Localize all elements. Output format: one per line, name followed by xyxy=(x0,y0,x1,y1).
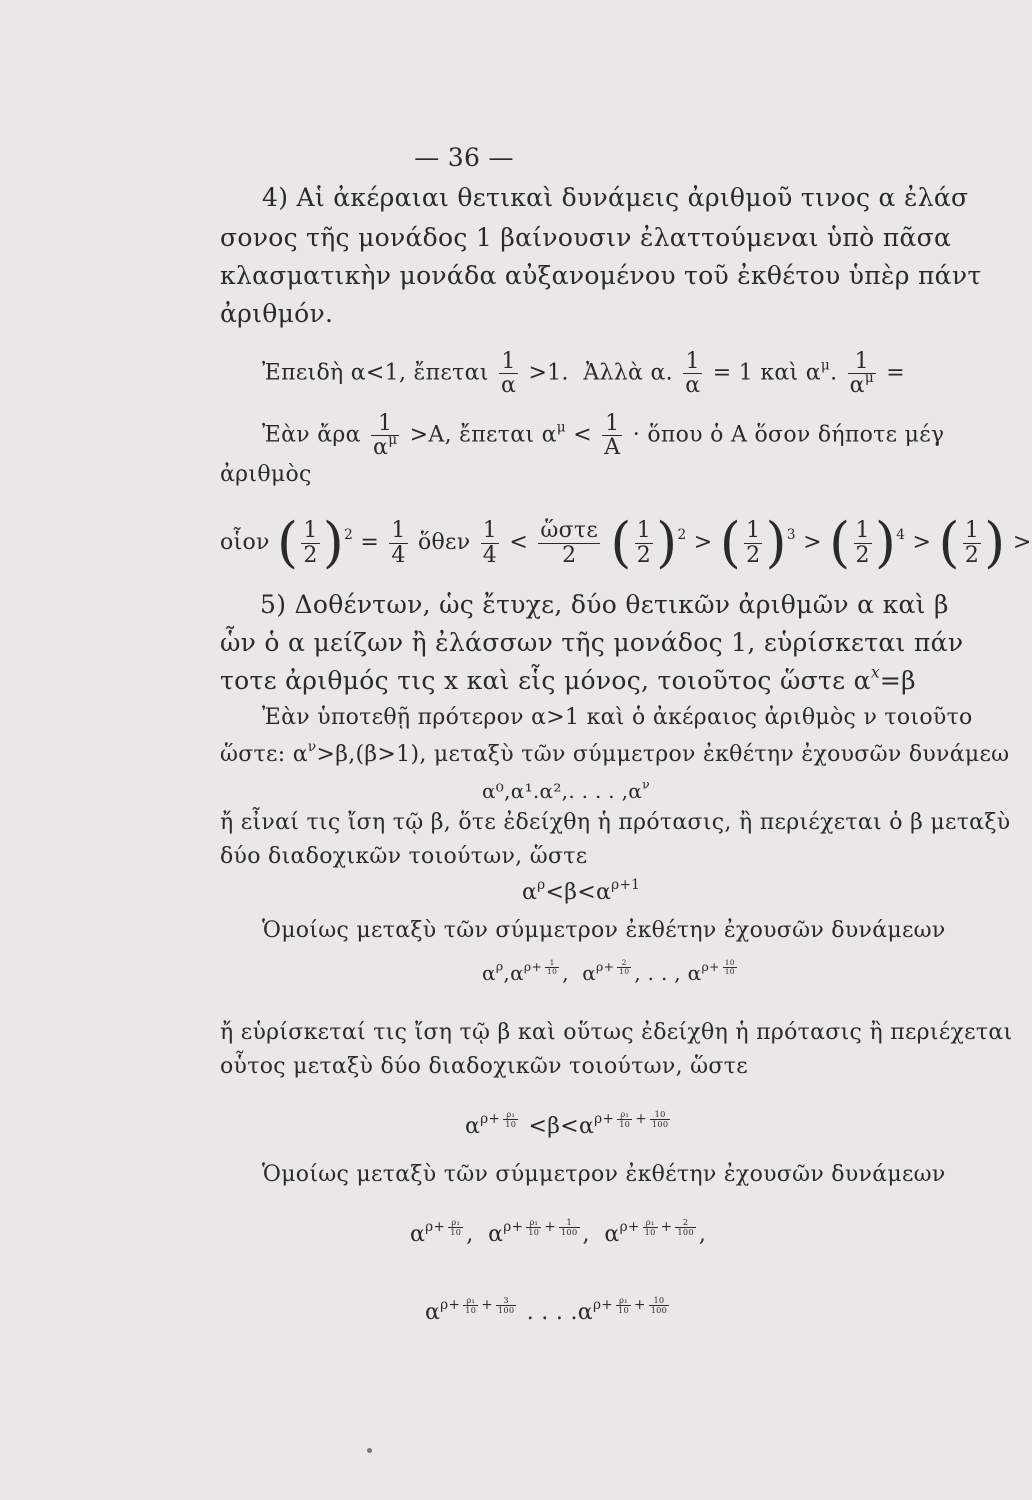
fraction: $\frac{1}{\alpha}$ xyxy=(685,349,701,399)
equation-line-1: Ἐπειδὴ α<1, ἔπεται $\frac{1}{\alpha}$ >1. Ἀλλὰ α. $\frac{1}{\alpha}$ = 1 καὶ $\alpha^\mu$. $\frac{1}{\alpha^\mu}$ = xyxy=(262,349,906,399)
inequality-1: $\alpha^\rho<\beta<\alpha^{\rho+1}$ xyxy=(522,876,641,905)
powers-sequence-2: $\alpha^\rho,\alpha^{\rho+ \frac{1}{10}}$ , $\alpha^{\rho+ \frac{2}{10}}$ , . . , $\alpha^{\rho+ \frac{10}{10}}$ xyxy=(482,957,735,985)
inequality-2: $\alpha^{\rho+ \frac{\text{ρ₁}}{10}}$ $<\beta<\alpha^{\rho+ \frac{\text{ρ₁}}{10} + \frac{10}{100}}$ xyxy=(465,1109,669,1139)
fraction: $\frac{1}{\alpha^\mu}$ xyxy=(373,411,398,461)
page-number: — 36 — xyxy=(414,143,514,172)
text-line-2: σονος τῆς μονάδος 1 βαίνουσιν ἐλαττούμεναι ὑπὸ πᾶσα xyxy=(220,223,952,252)
text-line-16: δύο διαδοχικῶν τοιούτων, ὥστε xyxy=(220,844,588,869)
ink-speck xyxy=(367,1448,372,1453)
fraction: $\frac{1}{\alpha^\mu}$ xyxy=(849,349,874,399)
powers-sequence: α⁰,α¹.α²,. . . . $,\alpha^\nu$ xyxy=(482,776,650,803)
text-line-21: οὗτος μεταξὺ δύο διαδοχικῶν τοιούτων, ὥστε xyxy=(220,1054,748,1079)
text-line-10: ὧν ὁ α μείζων ἢ ἐλάσσων τῆς μονάδος 1, εὑρίσκεται πάν xyxy=(220,628,964,657)
text-line-11: τοτε ἀριθμός τις x καὶ εἷς μόνος, τοιοῦτος ὥστε $\alpha^x=\beta$ xyxy=(220,663,916,695)
text-line-1: 4) Αἱ ἀκέραιαι θετικαὶ δυνάμεις ἀριθμοῦ τινος α ἐλάσ xyxy=(262,183,969,212)
text-line-3: κλασματικὴν μονάδα αὐξανομένου τοῦ ἐκθέτου ὑπὲρ πάντ xyxy=(220,261,982,290)
text-line-15: ἤ εἶναί τις ἴση τῷ β, ὅτε ἐδείχθη ἡ πρότασις, ἢ περιέχεται ὁ β μεταξὺ xyxy=(220,810,1011,835)
text-line-12: Ἐὰν ὑποτεθῇ πρότερον α>1 καὶ ὁ ἀκέραιος ἀριθμὸς ν τοιοῦτο xyxy=(262,705,973,730)
text-line-4: ἀριθμόν. xyxy=(220,299,334,328)
text-line-7: ἀριθμὸς xyxy=(220,462,312,487)
text-line-13: ὥστε: $\alpha^\nu>\beta,(\beta>1)$, μεταξὺ τῶν σύμμετρον ἐκθέτην ἐχουσῶν δυνάμεω xyxy=(220,738,1010,767)
text-line-20: ἤ εὑρίσκεταί τις ἴση τῷ β καὶ οὕτως ἐδείχθη ἡ πρότασις ἢ περιέχεται xyxy=(220,1020,1013,1045)
equation-line-2: Ἐὰν ἄρα $\frac{1}{\alpha^\mu}$ >Α, ἔπεται $\alpha^\mu$ < $\frac{1}{A}$ · ὅπου ὁ Α ὅσον δήποτε μέγ xyxy=(262,411,945,461)
text-line-9: 5) Δοθέντων, ὡς ἔτυχε, δύο θετικῶν ἀριθμῶν α καὶ β xyxy=(260,590,949,619)
text-line-18: Ὁμοίως μεταξὺ τῶν σύμμετρον ἐκθέτην ἐχουσῶν δυνάμεων xyxy=(262,918,946,943)
fraction: $\frac{1}{\alpha}$ xyxy=(500,349,517,399)
text-line-23: Ὁμοίως μεταξὺ τῶν σύμμετρον ἐκθέτην ἐχουσῶν δυνάμεων xyxy=(262,1162,946,1187)
powers-sequence-4: $\alpha^{\rho+ \frac{\text{ρ₁}}{10} + \frac{3}{100}}$ . . . $.\alpha^{\rho+ \frac{\text{ρ₁}}{10} + \frac{10}{100}}$ xyxy=(425,1295,668,1325)
fraction: $\frac{1}{A}$ xyxy=(604,411,621,461)
equation-line-3: οἷον ( $\frac{1}{2}$ )$^2$ = $\frac{1}{4}$ ὅθεν $\frac{1}{4}$ < $\frac{\text{ὥστε}}{2}$ ( $\frac{1}{2}$ )$^2$ > ( $\frac{1}{2}$ )$^3$ > ( $\frac{1}{2}$ )$^4$ > ( $\frac{1}{2}$ ) > xyxy=(220,511,1032,574)
powers-sequence-3: $\alpha^{\rho+ \frac{\text{ρ₁}}{10}}$ , $\alpha^{\rho+ \frac{\text{ρ₁}}{10} + \frac{1}{100}}$ , $\alpha^{\rho+ \frac{\text{ρ₁}}{10} + \frac{2}{100}}$ , xyxy=(410,1217,707,1247)
